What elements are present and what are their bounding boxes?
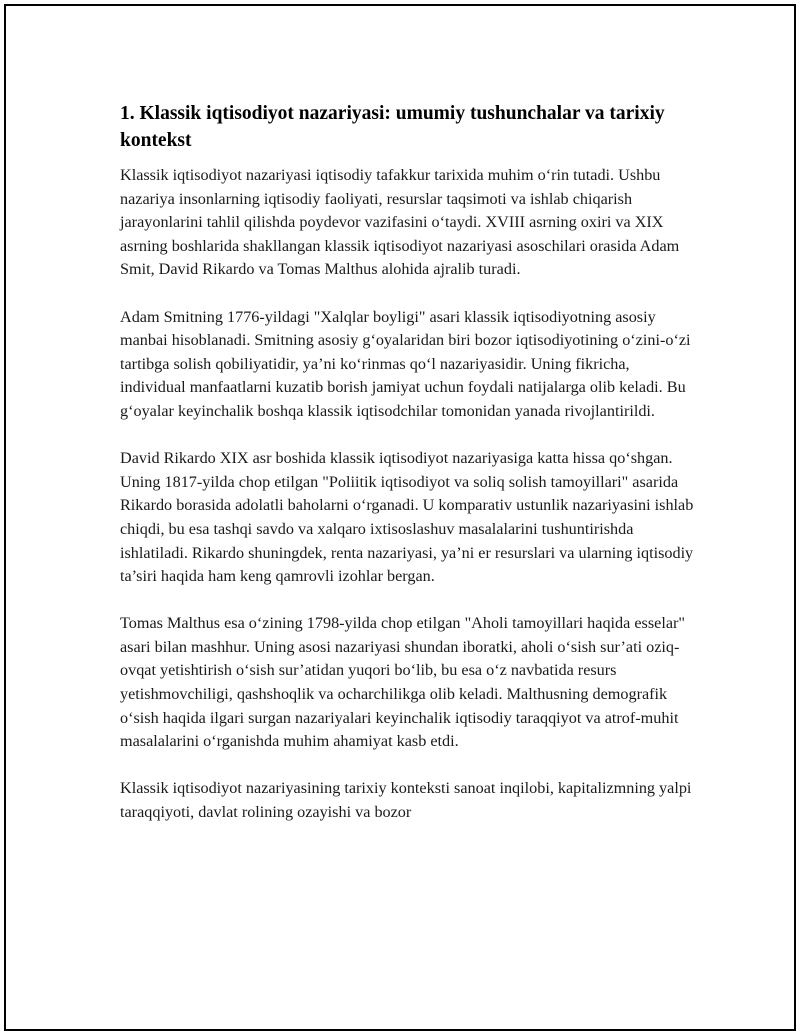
paragraph-david-ricardo: David Rikardo XIX asr boshida klassik iqtisodiyot nazariyasiga katta hissa qo‘shgan. Uning 1817-yilda chop etilgan "Poliitik iqtisodiyot va soliq solish tamoyillari" asarida Rikardo borasida adolatli baholarni o‘rganadi. U komparativ ustunlik nazariyasini ishlab chiqdi, bu esa tashqi savdo va xalqaro ixtisoslashuv masalalarini tushuntirishda ishlatiladi. Rikardo shuningdek, renta nazariyasi, ya’ni er resurslari va ularning iqtisodiy ta’siri haqida ham keng qamrovli izohlar bergan. (120, 449, 694, 586)
page-frame (4, 4, 796, 1031)
paragraph-thomas-malthus: Tomas Malthus esa o‘zining 1798-yilda chop etilgan "Aholi tamoyillari haqida esselar" asari bilan mashhur. Uning asosi nazariyasi shundan iboratki, aholi o‘sish sur’ati oziq-ovqat yetishtirish o‘sish sur’atidan yuqori bo‘lib, bu esa o‘z navbatida resurs yetishmovchiligi, qashshoqlik va ocharchilikga olib keladi. Malthusning demografik o‘sish haqida ilgari surgan nazariyalari keyinchalik iqtisodiy taraqqiyot va atrof-muhit masalalarini o‘rganishda muhim ahamiyat kasb etdi. (120, 614, 686, 751)
section-heading: 1. Klassik iqtisodiyot nazariyasi: umumiy tushunchalar va tarixiy kontekst (120, 103, 665, 151)
paragraph-intro: Klassik iqtisodiyot nazariyasi iqtisodiy tafakkur tarixida muhim o‘rin tutadi. Ushbu nazariya insonlarning iqtisodiy faoliyati, resurslar taqsimoti va ishlab chiqarish jarayonlarini tahlil qilishda poydevor vazifasini o‘taydi. XVIII asrning oxiri va XIX asrning boshlarida shakllangan klassik iqtisodiyot nazariyasi asoschilari orasida Adam Smit, David Rikardo va Tomas Malthus alohida ajralib turadi. (120, 166, 680, 279)
paragraph-adam-smith: Adam Smitning 1776-yildagi "Xalqlar boyligi" asari klassik iqtisodiyotning asosiy manbai hisoblanadi. Smitning asosiy g‘oyalaridan biri bozor iqtisodiyotining o‘zini-o‘zi tartibga solish qobiliyatidir, ya’ni ko‘rinmas qo‘l nazariyasidir. Uning fikricha, individual manfaatlarni kuzatib borish jamiyat uchun foydali natijalarga olib keladi. Bu g‘oyalar keyinchalik boshqa klassik iqtisodchilar tomonidan yanada rivojlantirildi. (120, 307, 691, 420)
paragraph-historical-context: Klassik iqtisodiyot nazariyasining tarixiy konteksti sanoat inqilobi, kapitalizmning yalpi taraqqiyoti, davlat rolining ozayishi va bozor (120, 779, 692, 822)
document-body (120, 100, 694, 848)
